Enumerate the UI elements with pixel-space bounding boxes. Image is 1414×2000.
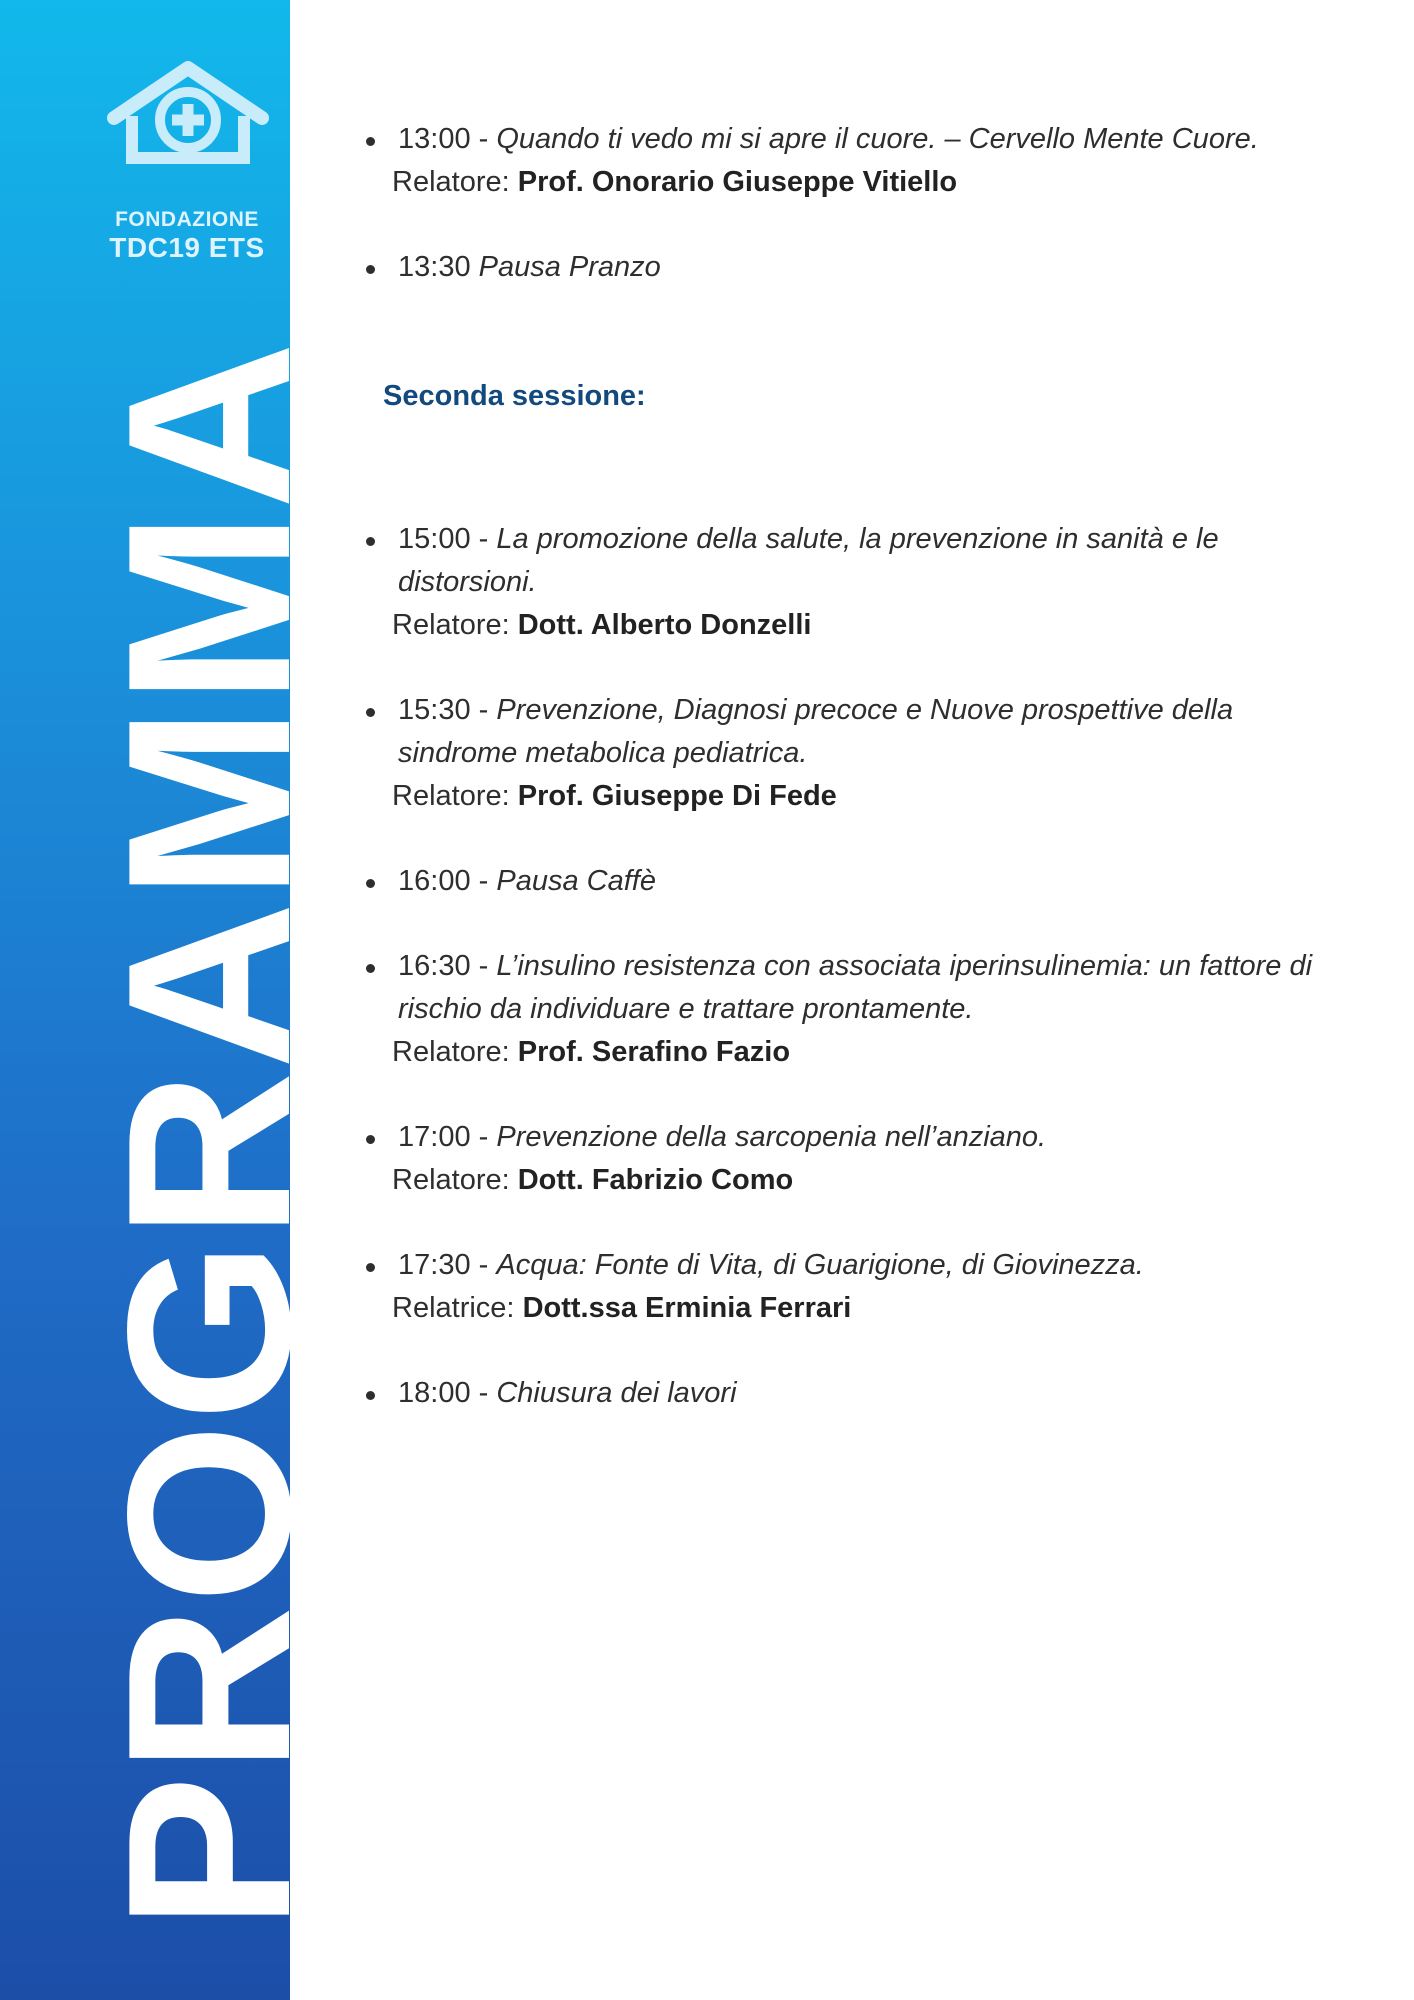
item-speaker-line (392, 604, 1360, 647)
speaker-role: Relatrice: (392, 1292, 515, 1324)
item-time: 16:00 - (398, 865, 489, 897)
speaker-name: Prof. Onorario Giuseppe Vitiello (517, 166, 958, 198)
item-speaker-line (392, 1287, 1360, 1330)
item-speaker-line (392, 1031, 1360, 1074)
item-time: 15:30 - (398, 694, 489, 726)
list-item (360, 1116, 1360, 1202)
item-title: L’insulino resistenza con associata iperinsulinemia: un fattore di rischio da individuare e trattare prontamente. (398, 950, 1313, 1025)
speaker-role: Relatore: (392, 1036, 510, 1068)
item-title: Chiusura dei lavori (496, 1377, 737, 1409)
sidebar-title-programma: PROGRAMMA (80, 339, 339, 1931)
program-list (360, 118, 1360, 1457)
item-time: 17:30 - (398, 1249, 489, 1281)
item-title: La promozione della salute, la prevenzione in sanità e le distorsioni. (398, 523, 1219, 598)
logo-text-tdc19: TDC19 ETS (109, 232, 265, 263)
logo-text-fondazione: FONDAZIONE (115, 208, 259, 231)
item-title: Prevenzione della sarcopenia nell’anziano. (496, 1121, 1047, 1153)
item-speaker-line (392, 1159, 1360, 1202)
speaker-name: Prof. Giuseppe Di Fede (517, 780, 837, 812)
item-title: Acqua: Fonte di Vita, di Guarigione, di Giovinezza. (496, 1249, 1144, 1281)
item-time: 17:00 - (398, 1121, 489, 1153)
house-medical-cross-icon (108, 62, 268, 162)
speaker-role: Relatore: (392, 609, 510, 641)
speaker-role: Relatore: (392, 1164, 510, 1196)
list-item (360, 1244, 1360, 1330)
sidebar (0, 0, 339, 2000)
list-item (360, 860, 1360, 903)
item-time: 13:30 (398, 251, 471, 283)
item-title: Pausa Pranzo (478, 251, 661, 283)
list-item (360, 246, 1360, 289)
list-item (360, 945, 1360, 1074)
item-title: Prevenzione, Diagnosi precoce e Nuove prospettive della sindrome metabolica pediatrica. (398, 694, 1234, 769)
item-time: 15:00 - (398, 523, 489, 555)
list-item (360, 118, 1360, 204)
item-time: 16:30 - (398, 950, 489, 982)
speaker-name: Dott.ssa Erminia Ferrari (522, 1292, 852, 1324)
speaker-role: Relatore: (392, 166, 510, 198)
item-time: 13:00 - (398, 123, 489, 155)
item-title: Pausa Caffè (496, 865, 656, 897)
speaker-name: Prof. Serafino Fazio (517, 1036, 791, 1068)
item-title: Quando ti vedo mi si apre il cuore. – Cervello Mente Cuore. (496, 123, 1259, 155)
speaker-name: Dott. Fabrizio Como (517, 1164, 794, 1196)
session-heading: Seconda sessione: (383, 380, 646, 412)
item-speaker-line (392, 161, 1360, 204)
list-item (360, 689, 1360, 818)
item-time: 18:00 - (398, 1377, 489, 1409)
speaker-name: Dott. Alberto Donzelli (517, 609, 812, 641)
speaker-role: Relatore: (392, 780, 510, 812)
list-item (360, 518, 1360, 647)
item-speaker-line (392, 775, 1360, 818)
list-item (360, 1372, 1360, 1415)
